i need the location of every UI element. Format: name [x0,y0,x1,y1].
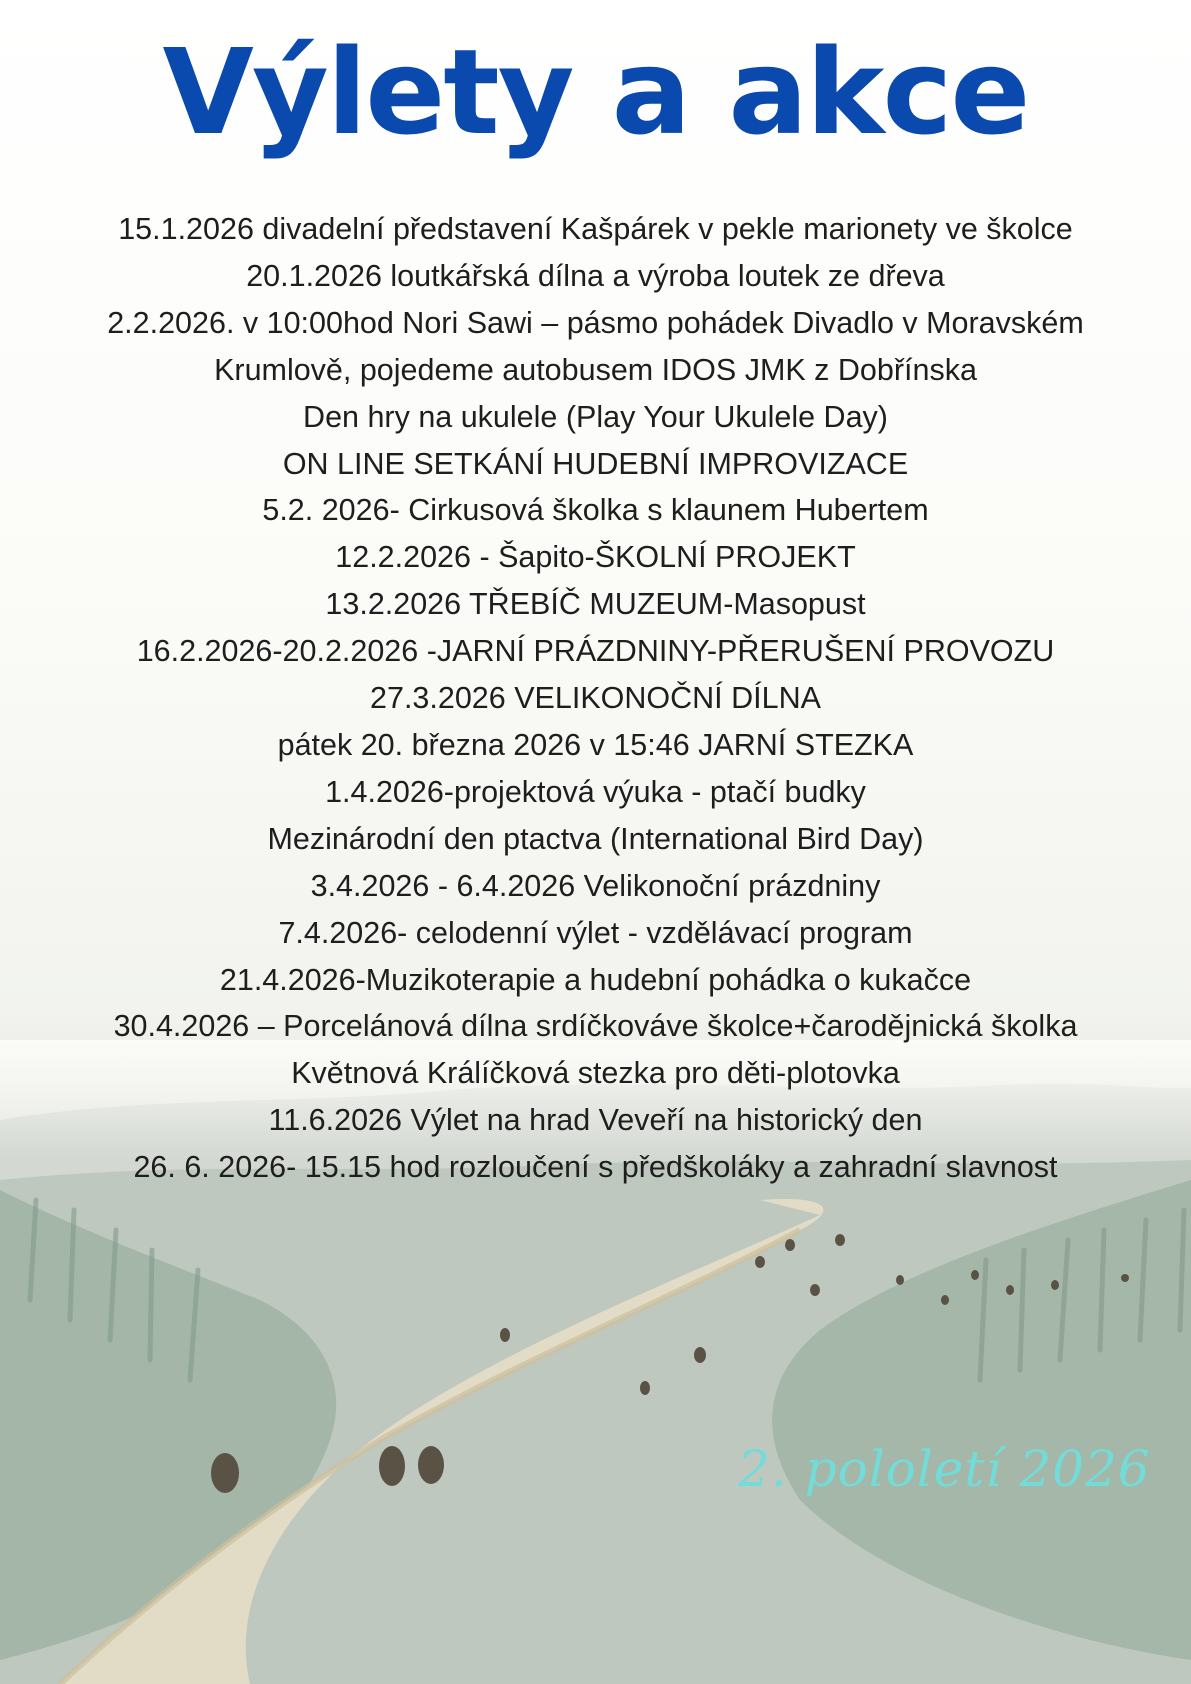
event-item: 12.2.2026 - Šapito-ŠKOLNÍ PROJEKT [335,540,856,575]
event-item: Den hry na ukulele (Play Your Ukulele Day) [303,399,888,434]
event-item: 1.4.2026-projektová výuka - ptačí budky [325,774,866,809]
event-item: 21.4.2026-Muzikoterapie a hudební pohádka o kukačce [219,962,972,997]
page-title: Výlety a akce [162,23,1029,161]
event-item: 13.2.2026 TŘEBÍČ MUZEUM-Masopust [325,587,866,622]
event-item: 7.4.2026- celodenní výlet - vzdělávací program [278,915,913,950]
event-item: 26. 6. 2026- 15.15 hod rozloučení s předškoláky a zahradní slavnost [133,1150,1058,1185]
event-item: 16.2.2026-20.2.2026 -JARNÍ PRÁZDNINY-PŘERUŠENÍ PROVOZU [136,634,1055,669]
event-item: 5.2. 2026- Cirkusová školka s klaunem Hubertem [262,493,929,528]
event-list [0,206,1191,1191]
event-item: Mezinárodní den ptactva (International Bird Day) [267,821,924,856]
event-item: 30.4.2026 – Porcelánová dílna srdíčkováve školce+čarodějnická školka [113,1009,1078,1044]
event-item: 3.4.2026 - 6.4.2026 Velikonoční prázdniny [310,868,881,903]
event-item: Krumlově, pojedeme autobusem IDOS JMK z Dobřínska [214,352,977,387]
event-item: 11.6.2026 Výlet na hrad Veveří na historický den [268,1103,923,1138]
event-item: 2.2.2026. v 10:00hod Nori Sawi – pásmo pohádek Divadlo v Moravském [107,305,1084,340]
event-item: Květnová Králíčková stezka pro děti-plotovka [291,1056,900,1091]
event-item: 27.3.2026 VELIKONOČNÍ DÍLNA [370,681,821,716]
event-item: ON LINE SETKÁNÍ HUDEBNÍ IMPROVIZACE [282,446,909,481]
event-item: pátek 20. března 2026 v 15:46 JARNÍ STEZKA [277,727,914,762]
event-item: 20.1.2026 loutkářská dílna a výroba loutek ze dřeva [246,258,945,293]
semester-label: 2. pololetí 2026 [738,1440,1151,1498]
event-item: 15.1.2026 divadelní představení Kašpárek v pekle marionety ve školce [118,212,1073,246]
